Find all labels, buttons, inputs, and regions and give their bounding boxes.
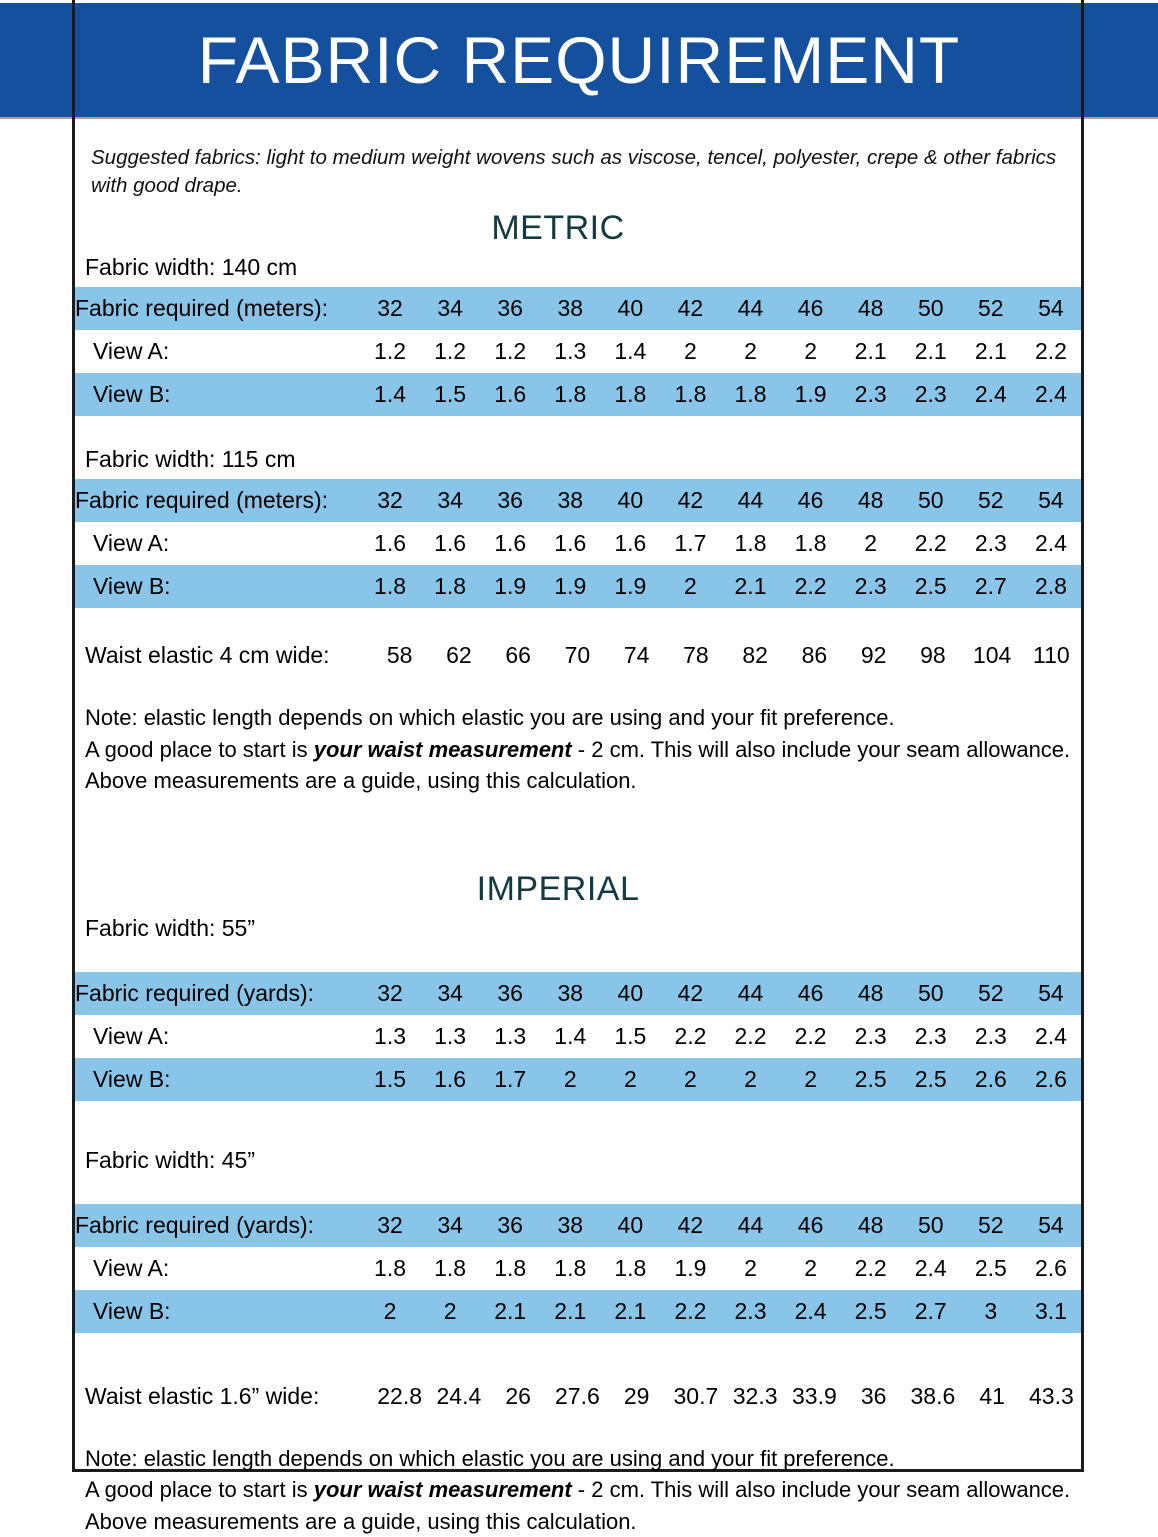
data-cell: 2.5 — [901, 565, 961, 608]
data-cell: 2.1 — [901, 330, 961, 373]
table-header-label: Fabric required (yards): — [75, 972, 360, 1015]
data-cell: 26 — [489, 1373, 548, 1419]
size-header-cell: 54 — [1021, 479, 1081, 522]
data-cell: 2.2 — [1021, 330, 1081, 373]
data-cell: 1.6 — [420, 522, 480, 565]
note-line — [85, 1474, 1071, 1505]
fabric-width-label-45in: Fabric width: 45” — [85, 1147, 256, 1174]
size-header-cell: 44 — [720, 1204, 780, 1247]
data-cell: 2.6 — [1021, 1058, 1081, 1101]
data-cell: 2.5 — [961, 1247, 1021, 1290]
data-cell: 2.5 — [841, 1058, 901, 1101]
size-header-cell: 38 — [540, 972, 600, 1015]
data-cell: 1.8 — [600, 373, 660, 416]
fabric-table-imperial-45 — [75, 1204, 1081, 1333]
row-label-view-b: View B: — [75, 1058, 360, 1101]
data-cell: 2.2 — [781, 1015, 841, 1058]
data-cell: 1.6 — [600, 522, 660, 565]
size-header-cell: 36 — [480, 287, 540, 330]
note-text-pre: A good place to start is — [85, 736, 314, 762]
metric-note — [75, 702, 1081, 796]
data-cell: 38.6 — [903, 1373, 962, 1419]
fabric-table-metric-140 — [75, 287, 1081, 416]
data-cell: 2.2 — [660, 1290, 720, 1333]
note-line: Above measurements are a guide, using this calculation. — [85, 1508, 637, 1534]
data-cell: 74 — [607, 632, 666, 678]
data-cell: 2.3 — [901, 373, 961, 416]
data-cell: 3 — [961, 1290, 1021, 1333]
spacer — [75, 1333, 1081, 1373]
size-header-cell: 34 — [420, 479, 480, 522]
data-cell: 1.8 — [360, 1247, 420, 1290]
note-text-emphasis: your waist measurement — [313, 1477, 572, 1503]
size-header-cell: 38 — [540, 1204, 600, 1247]
table-header-row — [75, 287, 1081, 330]
size-header-cell: 36 — [480, 479, 540, 522]
size-header-cell: 46 — [781, 972, 841, 1015]
size-header-cell: 34 — [420, 972, 480, 1015]
data-cell: 1.6 — [420, 1058, 480, 1101]
data-cell: 1.3 — [420, 1015, 480, 1058]
data-cell: 1.8 — [420, 565, 480, 608]
data-cell: 1.6 — [540, 522, 600, 565]
data-cell: 58 — [370, 632, 429, 678]
data-cell: 2 — [600, 1058, 660, 1101]
row-label-view-b: View B: — [75, 373, 360, 416]
data-cell: 2 — [781, 1058, 841, 1101]
waist-elastic-table-imperial — [75, 1373, 1081, 1419]
data-cell: 62 — [429, 632, 488, 678]
data-cell: 2.1 — [961, 330, 1021, 373]
data-cell: 27.6 — [548, 1373, 607, 1419]
row-label-view-a: View A: — [75, 1247, 360, 1290]
data-cell: 2 — [660, 330, 720, 373]
size-header-cell: 32 — [360, 1204, 420, 1247]
note-line — [85, 734, 1071, 765]
size-header-cell: 48 — [841, 287, 901, 330]
data-cell: 2 — [781, 1247, 841, 1290]
data-cell: 1.8 — [781, 522, 841, 565]
data-cell: 1.4 — [600, 330, 660, 373]
fabric-width-label-140cm: Fabric width: 140 cm — [85, 254, 298, 281]
size-header-cell: 54 — [1021, 1204, 1081, 1247]
size-header-cell: 52 — [961, 479, 1021, 522]
table-header-label: Fabric required (yards): — [75, 1204, 360, 1247]
waist-elastic-table-metric — [75, 632, 1081, 678]
data-cell: 2.4 — [1021, 1015, 1081, 1058]
table-header-label: Fabric required (meters): — [75, 479, 360, 522]
spacer — [75, 1101, 1081, 1141]
size-header-cell: 40 — [600, 972, 660, 1015]
size-header-cell: 44 — [720, 287, 780, 330]
data-cell: 2.3 — [841, 565, 901, 608]
data-cell: 1.5 — [600, 1015, 660, 1058]
data-cell: 1.8 — [660, 373, 720, 416]
data-cell: 2.3 — [961, 1015, 1021, 1058]
row-label-view-a: View A: — [75, 1015, 360, 1058]
size-header-cell: 42 — [660, 972, 720, 1015]
spacer — [75, 416, 1081, 440]
data-cell: 30.7 — [666, 1373, 725, 1419]
table-row — [75, 330, 1081, 373]
size-header-cell: 48 — [841, 1204, 901, 1247]
data-cell: 2.2 — [660, 1015, 720, 1058]
data-cell: 2.3 — [901, 1015, 961, 1058]
data-cell: 2.2 — [841, 1247, 901, 1290]
data-cell: 43.3 — [1022, 1373, 1081, 1419]
data-cell: 2.5 — [841, 1290, 901, 1333]
data-cell: 2.2 — [781, 565, 841, 608]
size-header-cell: 48 — [841, 479, 901, 522]
data-cell: 1.4 — [360, 373, 420, 416]
fabric-width-label-115cm: Fabric width: 115 cm — [85, 446, 296, 473]
size-header-cell: 52 — [961, 287, 1021, 330]
size-header-cell: 38 — [540, 479, 600, 522]
size-header-cell: 46 — [781, 479, 841, 522]
data-cell: 2.1 — [540, 1290, 600, 1333]
size-header-cell: 46 — [781, 287, 841, 330]
imperial-note — [75, 1443, 1081, 1537]
data-cell: 22.8 — [370, 1373, 429, 1419]
data-cell: 1.8 — [540, 1247, 600, 1290]
data-cell: 2.6 — [961, 1058, 1021, 1101]
data-cell: 1.2 — [360, 330, 420, 373]
data-cell: 2.2 — [720, 1015, 780, 1058]
data-cell: 33.9 — [785, 1373, 844, 1419]
row-label-view-a: View A: — [75, 522, 360, 565]
size-header-cell: 50 — [901, 972, 961, 1015]
size-header-cell: 52 — [961, 972, 1021, 1015]
table-row — [75, 522, 1081, 565]
data-cell: 1.5 — [360, 1058, 420, 1101]
data-cell: 2.4 — [781, 1290, 841, 1333]
data-cell: 1.3 — [480, 1015, 540, 1058]
data-cell: 1.3 — [360, 1015, 420, 1058]
table-row — [75, 373, 1081, 416]
data-cell: 1.7 — [480, 1058, 540, 1101]
data-cell: 98 — [903, 632, 962, 678]
size-header-cell: 42 — [660, 1204, 720, 1247]
data-cell: 1.8 — [600, 1247, 660, 1290]
data-cell: 41 — [963, 1373, 1022, 1419]
data-cell: 2.1 — [480, 1290, 540, 1333]
data-cell: 2 — [720, 1247, 780, 1290]
data-cell: 1.2 — [420, 330, 480, 373]
waist-elastic-label: Waist elastic 1.6” wide: — [75, 1373, 370, 1419]
data-cell: 1.2 — [480, 330, 540, 373]
fabric-width-label-55in: Fabric width: 55” — [85, 915, 256, 942]
data-cell: 29 — [607, 1373, 666, 1419]
data-cell: 2.8 — [1021, 565, 1081, 608]
data-cell: 2 — [540, 1058, 600, 1101]
spacer — [75, 608, 1081, 632]
data-cell: 2.7 — [901, 1290, 961, 1333]
data-cell: 2 — [781, 330, 841, 373]
data-cell: 2 — [720, 330, 780, 373]
data-cell: 1.5 — [420, 373, 480, 416]
spacer — [75, 678, 1081, 702]
data-cell: 110 — [1022, 632, 1081, 678]
size-header-cell: 46 — [781, 1204, 841, 1247]
data-cell: 1.8 — [420, 1247, 480, 1290]
data-cell: 78 — [666, 632, 725, 678]
spacer — [75, 1180, 1081, 1204]
table-row — [75, 1058, 1081, 1101]
size-header-cell: 42 — [660, 479, 720, 522]
data-cell: 1.6 — [360, 522, 420, 565]
data-cell: 24.4 — [429, 1373, 488, 1419]
size-header-cell: 54 — [1021, 972, 1081, 1015]
data-cell: 2.2 — [901, 522, 961, 565]
data-cell: 1.9 — [600, 565, 660, 608]
table-header-row — [75, 972, 1081, 1015]
size-header-cell: 40 — [600, 1204, 660, 1247]
size-header-cell: 48 — [841, 972, 901, 1015]
size-header-cell: 44 — [720, 972, 780, 1015]
note-line: Above measurements are a guide, using this calculation. — [85, 767, 637, 793]
size-header-cell: 50 — [901, 1204, 961, 1247]
note-line: Note: elastic length depends on which elastic you are using and your fit preference. — [85, 705, 895, 731]
data-cell: 1.9 — [480, 565, 540, 608]
section-title-metric: METRIC — [491, 209, 625, 248]
size-header-cell: 40 — [600, 479, 660, 522]
row-label-view-b: View B: — [75, 565, 360, 608]
data-cell: 2.6 — [1021, 1247, 1081, 1290]
section-title-imperial: IMPERIAL — [476, 870, 640, 909]
data-cell: 2.4 — [901, 1247, 961, 1290]
page-title: FABRIC REQUIREMENT — [197, 23, 961, 97]
table-row — [75, 1373, 1081, 1419]
size-header-cell: 50 — [901, 287, 961, 330]
table-row — [75, 565, 1081, 608]
table-header-label: Fabric required (meters): — [75, 287, 360, 330]
data-cell: 2 — [660, 565, 720, 608]
size-header-cell: 36 — [480, 1204, 540, 1247]
size-header-cell: 52 — [961, 1204, 1021, 1247]
data-cell: 1.3 — [540, 330, 600, 373]
row-label-view-b: View B: — [75, 1290, 360, 1333]
note-text-post: - 2 cm. This will also include your seam allowance. — [571, 736, 1071, 762]
note-text-emphasis: your waist measurement — [313, 736, 572, 762]
data-cell: 104 — [963, 632, 1022, 678]
size-header-cell: 44 — [720, 479, 780, 522]
size-header-cell: 40 — [600, 287, 660, 330]
data-cell: 1.8 — [480, 1247, 540, 1290]
data-cell: 70 — [548, 632, 607, 678]
data-cell: 2.3 — [841, 1015, 901, 1058]
data-cell: 32.3 — [726, 1373, 785, 1419]
waist-elastic-label: Waist elastic 4 cm wide: — [75, 632, 370, 678]
data-cell: 2 — [720, 1058, 780, 1101]
note-text-pre: A good place to start is — [85, 1477, 314, 1503]
data-cell: 1.7 — [660, 522, 720, 565]
size-header-cell: 32 — [360, 287, 420, 330]
data-cell: 1.6 — [480, 373, 540, 416]
table-row — [75, 1290, 1081, 1333]
fabric-table-metric-115 — [75, 479, 1081, 608]
data-cell: 1.9 — [660, 1247, 720, 1290]
data-cell: 2.3 — [720, 1290, 780, 1333]
data-cell: 1.4 — [540, 1015, 600, 1058]
data-cell: 2.7 — [961, 565, 1021, 608]
data-cell: 3.1 — [1021, 1290, 1081, 1333]
data-cell: 1.8 — [720, 522, 780, 565]
size-header-cell: 38 — [540, 287, 600, 330]
size-header-cell: 34 — [420, 1204, 480, 1247]
data-cell: 1.8 — [360, 565, 420, 608]
table-header-row — [75, 1204, 1081, 1247]
table-row — [75, 1015, 1081, 1058]
data-cell: 2 — [660, 1058, 720, 1101]
data-cell: 2.1 — [720, 565, 780, 608]
document-content — [75, 120, 1081, 1537]
size-header-cell: 50 — [901, 479, 961, 522]
data-cell: 2 — [841, 522, 901, 565]
size-header-cell: 34 — [420, 287, 480, 330]
data-cell: 2 — [360, 1290, 420, 1333]
spacer — [75, 796, 1081, 860]
data-cell: 92 — [844, 632, 903, 678]
data-cell: 2 — [420, 1290, 480, 1333]
size-header-cell: 32 — [360, 479, 420, 522]
size-header-cell: 32 — [360, 972, 420, 1015]
data-cell: 1.8 — [720, 373, 780, 416]
data-cell: 36 — [844, 1373, 903, 1419]
data-cell: 1.6 — [480, 522, 540, 565]
data-cell: 2.4 — [961, 373, 1021, 416]
data-cell: 2.4 — [1021, 522, 1081, 565]
data-cell: 2.1 — [841, 330, 901, 373]
size-header-cell: 42 — [660, 287, 720, 330]
suggested-fabrics-note: Suggested fabrics: light to medium weight wovens such as viscose, tencel, polyester, crepe & other fabrics with good drape. — [91, 146, 1057, 197]
size-header-cell: 54 — [1021, 287, 1081, 330]
data-cell: 1.8 — [540, 373, 600, 416]
data-cell: 2.4 — [1021, 373, 1081, 416]
data-cell: 1.9 — [781, 373, 841, 416]
table-row — [75, 1247, 1081, 1290]
fabric-table-imperial-55 — [75, 972, 1081, 1101]
spacer — [75, 948, 1081, 972]
data-cell: 66 — [489, 632, 548, 678]
size-header-cell: 36 — [480, 972, 540, 1015]
data-cell: 2.5 — [901, 1058, 961, 1101]
spacer — [75, 1419, 1081, 1443]
row-label-view-a: View A: — [75, 330, 360, 373]
note-line: Note: elastic length depends on which elastic you are using and your fit preference. — [85, 1446, 895, 1472]
data-cell: 82 — [726, 632, 785, 678]
data-cell: 2.1 — [600, 1290, 660, 1333]
data-cell: 2.3 — [961, 522, 1021, 565]
table-header-row — [75, 479, 1081, 522]
table-row — [75, 632, 1081, 678]
note-text-post: - 2 cm. This will also include your seam allowance. — [571, 1477, 1071, 1503]
data-cell: 1.9 — [540, 565, 600, 608]
data-cell: 86 — [785, 632, 844, 678]
data-cell: 2.3 — [841, 373, 901, 416]
